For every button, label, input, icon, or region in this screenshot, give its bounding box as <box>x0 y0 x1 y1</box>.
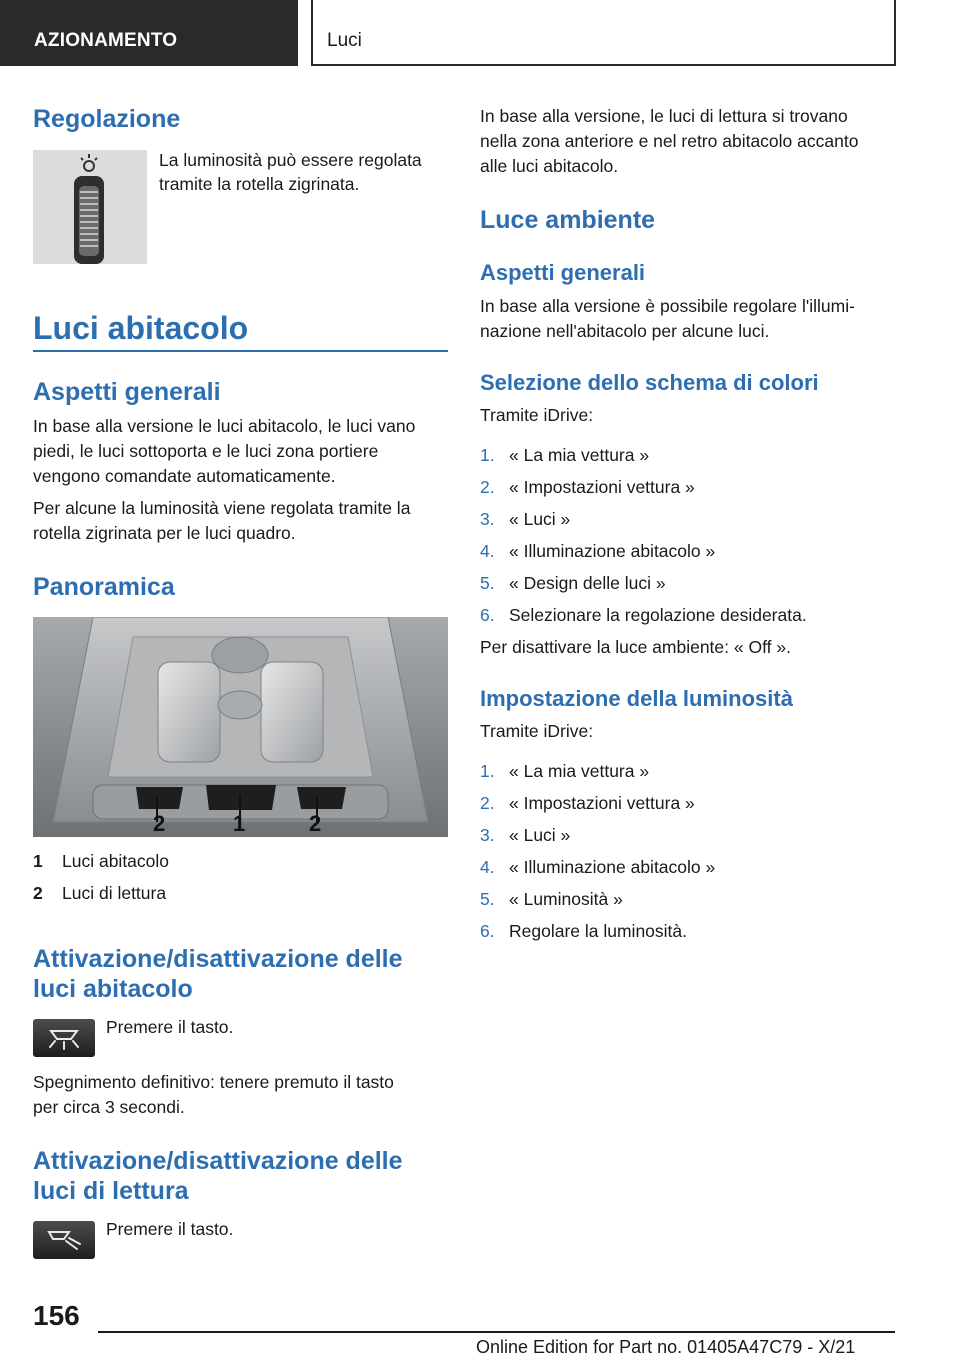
heading-panoramica: Panoramica <box>33 573 175 601</box>
attiv-lettura-press: Premere il tasto. <box>106 1219 234 1239</box>
thumbwheel-image <box>33 150 147 264</box>
list-item <box>480 475 895 507</box>
intro-line2: nella zona anteriore e nel retro abitacolo accanto <box>480 131 859 151</box>
ambiente-aspetti-line1: In base alla versione è possibile regolare l'illumi- <box>480 296 855 316</box>
step-text: « Luminosità » <box>509 889 623 909</box>
section-label: AZIONAMENTO <box>0 0 298 66</box>
step-number: 4. <box>480 541 495 561</box>
list-item <box>480 507 895 539</box>
legend-text: Luci di lettura <box>62 883 167 903</box>
thumbwheel-icon <box>33 150 147 264</box>
aspetti-p1-line2: piedi, le luci sottoporta e le luci zona portiere <box>33 441 379 461</box>
step-number: 3. <box>480 825 495 845</box>
chapter-label: Luci <box>311 0 896 66</box>
overhead-console-photo <box>33 617 448 837</box>
legend-number: 1 <box>33 851 43 871</box>
step-number: 2. <box>480 477 495 497</box>
step-number: 4. <box>480 857 495 877</box>
heading-attiv-abitacolo-line2: luci abitacolo <box>33 975 193 1003</box>
list-item <box>480 759 895 791</box>
step-text: « Luci » <box>509 825 571 845</box>
callout-label-1: 1 <box>233 811 246 836</box>
step-text: Selezionare la regolazione desiderata. <box>509 605 807 625</box>
step-text: « Impostazioni vettura » <box>509 793 695 813</box>
reading-light-button-image <box>33 1221 95 1259</box>
step-text: « Impostazioni vettura » <box>509 477 695 497</box>
page-header <box>0 0 960 66</box>
list-item <box>480 919 895 951</box>
legend-text: Luci abitacolo <box>62 851 170 871</box>
step-number: 5. <box>480 889 495 909</box>
selezione-via: Tramite iDrive: <box>480 405 594 425</box>
edition-text: Online Edition for Part no. 01405A47C79 - X/21 <box>476 1337 856 1357</box>
panoramica-legend <box>33 849 433 913</box>
aspetti-p1-line1: In base alla versione le luci abitacolo, le luci vano <box>33 416 416 436</box>
attiv-abitacolo-press: Premere il tasto. <box>106 1017 234 1037</box>
step-number: 2. <box>480 793 495 813</box>
list-item <box>480 791 895 823</box>
list-item <box>480 855 895 887</box>
ambiente-aspetti-line2: nazione nell'abitacolo per alcune luci. <box>480 321 770 341</box>
step-number: 1. <box>480 761 495 781</box>
step-number: 6. <box>480 605 495 625</box>
heading-attiv-lettura-line2: luci di lettura <box>33 1177 189 1205</box>
step-number: 3. <box>480 509 495 529</box>
aspetti-p2-line1: Per alcune la luminosità viene regolata tramite la <box>33 498 411 518</box>
list-item <box>480 539 895 571</box>
attiv-abitacolo-p-line2: per circa 3 secondi. <box>33 1097 185 1117</box>
page-number: 156 <box>33 1300 80 1331</box>
heading-luci-abitacolo: Luci abitacolo <box>33 310 249 346</box>
heading-aspetti-generali-right: Aspetti generali <box>480 260 646 285</box>
step-number: 1. <box>480 445 495 465</box>
step-number: 5. <box>480 573 495 593</box>
callout-label-2b: 2 <box>309 811 322 836</box>
step-text: « Illuminazione abitacolo » <box>509 541 716 561</box>
intro-line1: In base alla versione, le luci di lettura si trovano <box>480 106 848 126</box>
heading-luce-ambiente: Luce ambiente <box>480 206 656 234</box>
intro-line3: alle luci abitacolo. <box>480 156 619 176</box>
reading-light-icon <box>33 1221 95 1259</box>
regolazione-text-line2: tramite la rotella zigrinata. <box>159 174 360 194</box>
legend-item <box>33 881 433 913</box>
step-text: « Luci » <box>509 509 571 529</box>
selezione-steps <box>480 443 895 635</box>
list-item <box>480 603 895 635</box>
list-item <box>480 887 895 919</box>
list-item <box>480 571 895 603</box>
footer-rule <box>98 1331 895 1333</box>
aspetti-p2-line2: rotella zigrinata per le luci quadro. <box>33 523 296 543</box>
luminosita-steps <box>480 759 895 951</box>
legend-number: 2 <box>33 883 43 903</box>
attiv-abitacolo-p-line1: Spegnimento definitivo: tenere premuto il tasto <box>33 1072 394 1092</box>
heading-rule <box>33 350 448 352</box>
regolazione-text-line1: La luminosità può essere regolata <box>159 150 422 170</box>
aspetti-p1-line3: vengono comandate automaticamente. <box>33 466 336 486</box>
step-number: 6. <box>480 921 495 941</box>
list-item <box>480 823 895 855</box>
step-text: « Illuminazione abitacolo » <box>509 857 716 877</box>
heading-regolazione: Regolazione <box>33 105 181 133</box>
heading-impostazione-luminosita: Impostazione della luminosità <box>480 686 793 711</box>
callout-label-2a: 2 <box>153 811 166 836</box>
heading-aspetti-generali: Aspetti generali <box>33 378 221 406</box>
interior-light-button-image <box>33 1019 95 1057</box>
ambiente-off-note: Per disattivare la luce ambiente: « Off ». <box>480 637 791 657</box>
step-text: « La mia vettura » <box>509 761 650 781</box>
legend-item <box>33 849 433 881</box>
overhead-console-illustration <box>33 617 448 837</box>
heading-selezione-colori: Selezione dello schema di colori <box>480 370 819 395</box>
step-text: Regolare la luminosità. <box>509 921 688 941</box>
heading-attiv-lettura-line1: Attivazione/disattivazione delle <box>33 1147 403 1175</box>
heading-attiv-abitacolo-line1: Attivazione/disattivazione delle <box>33 945 403 973</box>
list-item <box>480 443 895 475</box>
step-text: « Design delle luci » <box>509 573 666 593</box>
step-text: « La mia vettura » <box>509 445 650 465</box>
interior-light-icon <box>33 1019 95 1057</box>
luminosita-via: Tramite iDrive: <box>480 721 594 741</box>
